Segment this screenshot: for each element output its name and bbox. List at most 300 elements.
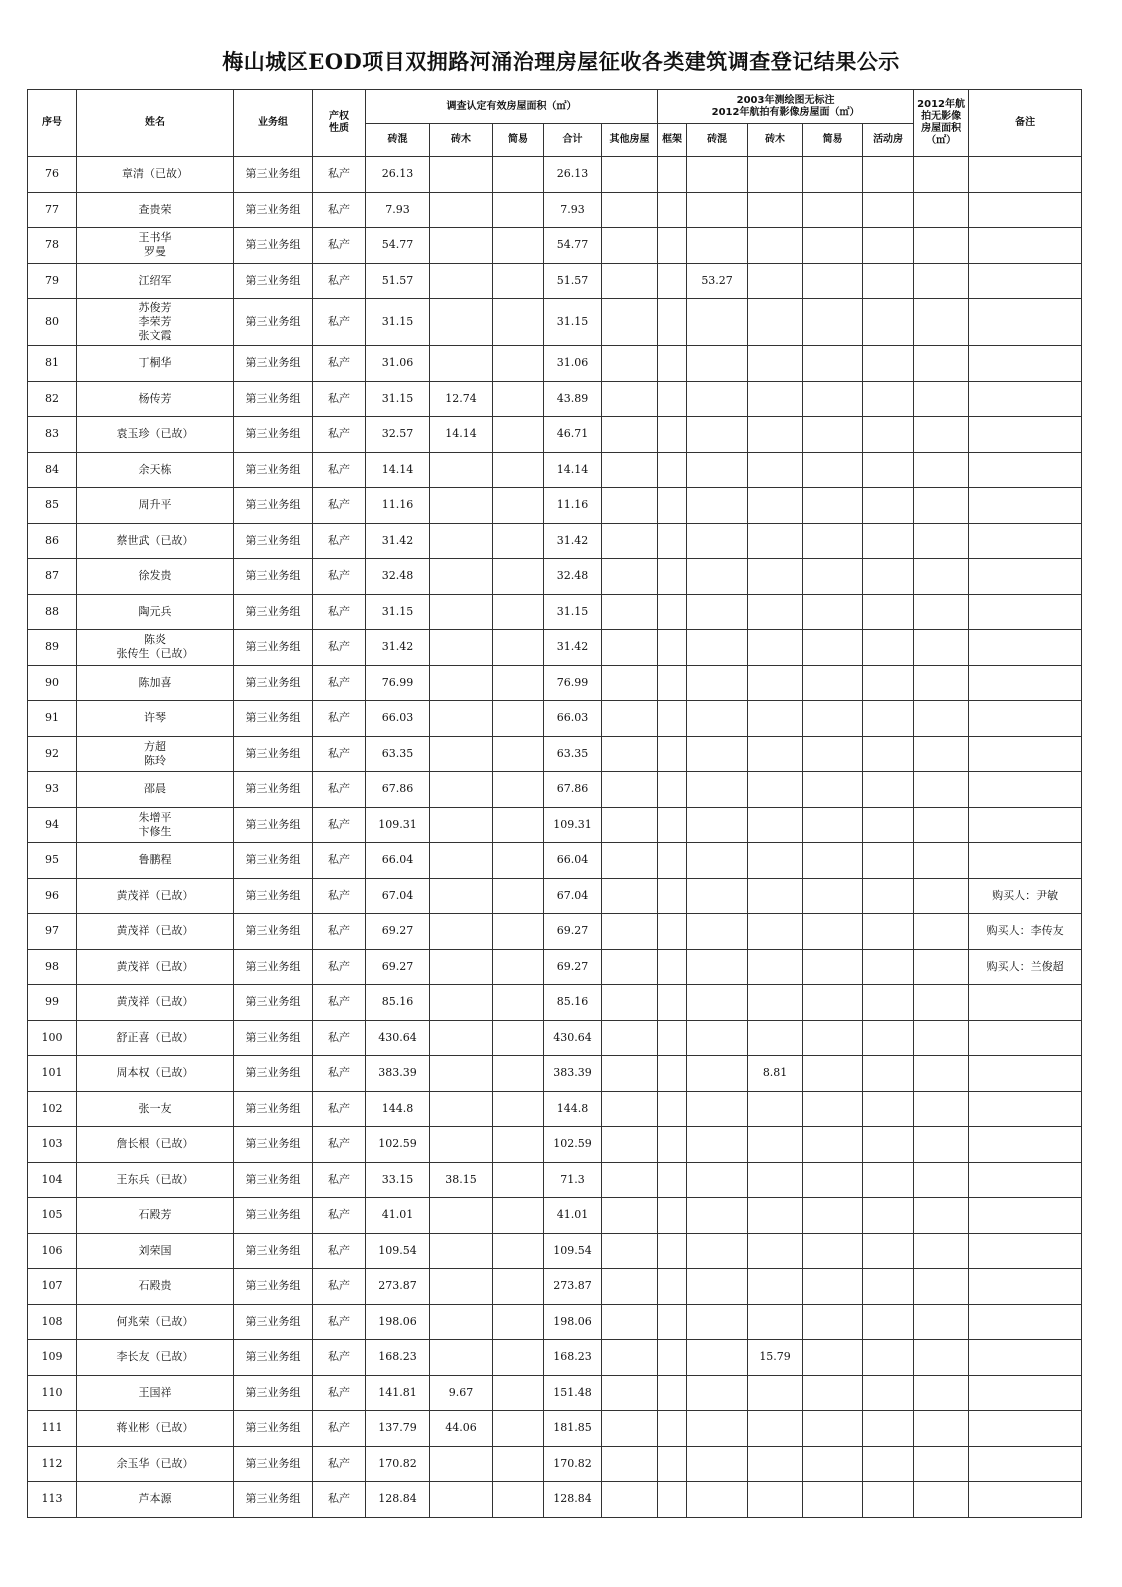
- row-survey-brick-concrete: 144.8: [366, 1091, 430, 1127]
- row-mapping-simple: [803, 1127, 863, 1163]
- row-business-group: 第三业务组: [234, 157, 313, 193]
- row-survey-brick-concrete: 33.15: [366, 1162, 430, 1198]
- row-survey-total: 109.54: [544, 1233, 602, 1269]
- row-ownership: 私产: [313, 1056, 366, 1092]
- table-row: [28, 523, 1082, 559]
- row-mapping-brick-wood: [748, 192, 803, 228]
- row-note: [969, 985, 1082, 1021]
- header-mapping-line1: 2003年测绘图无标注: [736, 94, 835, 106]
- owner-name: 王书华: [138, 231, 172, 245]
- table-row: [28, 1375, 1082, 1411]
- row-frame: [658, 1233, 687, 1269]
- row-business-group: 第三业务组: [234, 878, 313, 914]
- table-row: [28, 914, 1082, 950]
- row-owner-names: [77, 263, 234, 299]
- row-mapping-brick-wood: [748, 559, 803, 595]
- header-survey-group: 调查认定有效房屋面积（㎡）: [366, 90, 658, 124]
- table-row: [28, 559, 1082, 595]
- row-seq: 96: [28, 878, 77, 914]
- row-mapping-brick-concrete: [687, 630, 748, 666]
- row-mapping-brick-concrete: 53.27: [687, 263, 748, 299]
- row-ownership: 私产: [313, 1162, 366, 1198]
- owner-name: 章清（已故）: [122, 167, 188, 181]
- row-mapping-brick-concrete: [687, 1375, 748, 1411]
- row-note: [969, 630, 1082, 666]
- owner-name: 黄茂祥（已故）: [116, 888, 194, 902]
- row-business-group: 第三业务组: [234, 914, 313, 950]
- row-mapping-brick-concrete: [687, 807, 748, 843]
- row-mapping-brick-wood: [748, 1304, 803, 1340]
- row-business-group: 第三业务组: [234, 1269, 313, 1305]
- owner-name: 芦本源: [138, 1492, 172, 1506]
- row-survey-other: [602, 452, 658, 488]
- row-frame: [658, 559, 687, 595]
- row-owner-names: [77, 772, 234, 808]
- row-business-group: 第三业务组: [234, 949, 313, 985]
- row-aerial-no-image: [914, 701, 969, 737]
- owner-name: 余玉华（已故）: [116, 1456, 194, 1470]
- row-mapping-brick-concrete: [687, 157, 748, 193]
- row-survey-brick-concrete: 31.42: [366, 523, 430, 559]
- row-mapping-brick-wood: [748, 1091, 803, 1127]
- row-note: [969, 1375, 1082, 1411]
- row-aerial-no-image: [914, 228, 969, 264]
- row-aerial-no-image: [914, 1269, 969, 1305]
- row-survey-brick-wood: 9.67: [430, 1375, 493, 1411]
- row-ownership: 私产: [313, 807, 366, 843]
- row-seq: 88: [28, 594, 77, 630]
- table-row: [28, 1020, 1082, 1056]
- row-frame: [658, 381, 687, 417]
- row-ownership: 私产: [313, 843, 366, 879]
- row-mapping-mobile-house: [863, 594, 914, 630]
- row-survey-total: 109.31: [544, 807, 602, 843]
- row-survey-brick-concrete: 109.54: [366, 1233, 430, 1269]
- row-survey-brick-wood: [430, 594, 493, 630]
- row-survey-simple: [493, 1020, 544, 1056]
- row-survey-total: 198.06: [544, 1304, 602, 1340]
- row-aerial-no-image: [914, 1233, 969, 1269]
- row-ownership: 私产: [313, 630, 366, 666]
- header-survey-brick-wood: 砖木: [430, 124, 493, 157]
- header-name: 姓名: [77, 90, 234, 157]
- row-note: [969, 1091, 1082, 1127]
- row-seq: 84: [28, 452, 77, 488]
- row-business-group: 第三业务组: [234, 1411, 313, 1447]
- row-frame: [658, 452, 687, 488]
- row-note: [969, 1162, 1082, 1198]
- row-mapping-mobile-house: [863, 701, 914, 737]
- row-survey-brick-wood: [430, 1304, 493, 1340]
- owner-name: 张文霞: [138, 329, 172, 342]
- header-mapping-brick-concrete: 砖混: [687, 124, 748, 157]
- row-mapping-brick-wood: [748, 1127, 803, 1163]
- row-aerial-no-image: [914, 1375, 969, 1411]
- row-seq: 112: [28, 1446, 77, 1482]
- row-owner-names: [77, 1411, 234, 1447]
- row-survey-brick-wood: [430, 488, 493, 524]
- row-survey-total: 71.3: [544, 1162, 602, 1198]
- row-survey-other: [602, 701, 658, 737]
- header-group: 业务组: [234, 90, 313, 157]
- row-survey-other: [602, 985, 658, 1021]
- row-survey-brick-wood: [430, 701, 493, 737]
- row-seq: 100: [28, 1020, 77, 1056]
- row-owner-names: [77, 1091, 234, 1127]
- owner-name: 陈玲: [144, 753, 166, 767]
- row-survey-brick-wood: 14.14: [430, 417, 493, 453]
- row-ownership: 私产: [313, 736, 366, 772]
- row-business-group: 第三业务组: [234, 488, 313, 524]
- row-mapping-mobile-house: [863, 1056, 914, 1092]
- table-row: [28, 1056, 1082, 1092]
- row-survey-brick-wood: [430, 1482, 493, 1518]
- header-seq: 序号: [28, 90, 77, 157]
- row-survey-brick-concrete: 7.93: [366, 192, 430, 228]
- row-mapping-mobile-house: [863, 1020, 914, 1056]
- row-seq: 101: [28, 1056, 77, 1092]
- row-business-group: 第三业务组: [234, 1198, 313, 1234]
- row-aerial-no-image: [914, 1411, 969, 1447]
- row-mapping-brick-wood: [748, 1411, 803, 1447]
- row-note: [969, 1340, 1082, 1376]
- row-mapping-simple: [803, 736, 863, 772]
- row-note: [969, 594, 1082, 630]
- owner-name: 苏俊芳: [138, 301, 172, 314]
- row-survey-other: [602, 263, 658, 299]
- row-mapping-brick-wood: [748, 157, 803, 193]
- row-survey-brick-wood: [430, 157, 493, 193]
- row-mapping-simple: [803, 417, 863, 453]
- row-survey-total: 151.48: [544, 1375, 602, 1411]
- row-seq: 108: [28, 1304, 77, 1340]
- row-mapping-mobile-house: [863, 1446, 914, 1482]
- row-frame: [658, 665, 687, 701]
- row-mapping-simple: [803, 1020, 863, 1056]
- row-survey-simple: [493, 630, 544, 666]
- row-survey-brick-concrete: 67.86: [366, 772, 430, 808]
- row-mapping-brick-concrete: [687, 228, 748, 264]
- table-row: [28, 381, 1082, 417]
- row-survey-brick-wood: 38.15: [430, 1162, 493, 1198]
- row-survey-total: 85.16: [544, 985, 602, 1021]
- row-business-group: 第三业务组: [234, 559, 313, 595]
- row-survey-total: 26.13: [544, 157, 602, 193]
- row-survey-total: 144.8: [544, 1091, 602, 1127]
- row-owner-names: [77, 1198, 234, 1234]
- row-survey-other: [602, 1091, 658, 1127]
- row-mapping-brick-concrete: [687, 1340, 748, 1376]
- row-mapping-brick-concrete: [687, 736, 748, 772]
- row-survey-total: 67.04: [544, 878, 602, 914]
- owner-name: 黄茂祥（已故）: [116, 995, 194, 1009]
- owner-name: 邵晨: [144, 782, 166, 796]
- row-survey-simple: [493, 1198, 544, 1234]
- row-mapping-mobile-house: [863, 807, 914, 843]
- row-note: [969, 1411, 1082, 1447]
- row-survey-other: [602, 630, 658, 666]
- row-note: [969, 1482, 1082, 1518]
- row-owner-names: [77, 523, 234, 559]
- row-business-group: 第三业务组: [234, 1127, 313, 1163]
- row-frame: [658, 1020, 687, 1056]
- row-mapping-simple: [803, 1446, 863, 1482]
- owner-name: 张传生（已故）: [116, 647, 194, 661]
- row-note: [969, 452, 1082, 488]
- row-survey-brick-concrete: 63.35: [366, 736, 430, 772]
- row-survey-simple: [493, 1269, 544, 1305]
- row-business-group: 第三业务组: [234, 843, 313, 879]
- row-mapping-brick-wood: [748, 1198, 803, 1234]
- owner-name: 罗曼: [144, 245, 166, 259]
- row-mapping-mobile-house: [863, 417, 914, 453]
- row-survey-brick-wood: [430, 949, 493, 985]
- row-business-group: 第三业务组: [234, 701, 313, 737]
- row-survey-total: 181.85: [544, 1411, 602, 1447]
- row-mapping-brick-concrete: [687, 772, 748, 808]
- owner-name: 查贵荣: [138, 202, 172, 216]
- row-note: [969, 665, 1082, 701]
- row-aerial-no-image: [914, 807, 969, 843]
- row-mapping-mobile-house: [863, 1198, 914, 1234]
- row-mapping-mobile-house: [863, 1269, 914, 1305]
- header-aerial: [914, 90, 969, 157]
- row-owner-names: [77, 157, 234, 193]
- owner-name: 方超: [144, 739, 166, 753]
- row-mapping-brick-concrete: [687, 1446, 748, 1482]
- row-ownership: 私产: [313, 1269, 366, 1305]
- table-row: [28, 949, 1082, 985]
- row-owner-names: [77, 1269, 234, 1305]
- row-survey-brick-wood: [430, 452, 493, 488]
- owner-name: 王国祥: [138, 1385, 172, 1399]
- row-business-group: 第三业务组: [234, 1091, 313, 1127]
- row-survey-total: 63.35: [544, 736, 602, 772]
- row-mapping-brick-concrete: [687, 1304, 748, 1340]
- row-survey-total: 41.01: [544, 1198, 602, 1234]
- row-note: 购买人：尹敏: [969, 878, 1082, 914]
- row-survey-other: [602, 1269, 658, 1305]
- row-mapping-simple: [803, 157, 863, 193]
- row-survey-other: [602, 1304, 658, 1340]
- row-owner-names: [77, 914, 234, 950]
- row-seq: 103: [28, 1127, 77, 1163]
- row-mapping-brick-wood: [748, 452, 803, 488]
- row-ownership: 私产: [313, 157, 366, 193]
- table-row: [28, 701, 1082, 737]
- row-survey-simple: [493, 949, 544, 985]
- row-survey-other: [602, 1056, 658, 1092]
- row-note: [969, 843, 1082, 879]
- row-business-group: 第三业务组: [234, 192, 313, 228]
- row-survey-other: [602, 1340, 658, 1376]
- row-survey-total: 273.87: [544, 1269, 602, 1305]
- row-ownership: 私产: [313, 228, 366, 264]
- row-seq: 86: [28, 523, 77, 559]
- row-owner-names: [77, 381, 234, 417]
- row-ownership: 私产: [313, 914, 366, 950]
- row-survey-simple: [493, 1375, 544, 1411]
- row-owner-names: [77, 701, 234, 737]
- page-title: 梅山城区EOD项目双拥路河涌治理房屋征收各类建筑调查登记结果公示: [222, 49, 900, 74]
- row-mapping-simple: [803, 1162, 863, 1198]
- row-mapping-simple: [803, 843, 863, 879]
- row-ownership: 私产: [313, 1020, 366, 1056]
- table-row: [28, 1411, 1082, 1447]
- row-seq: 92: [28, 736, 77, 772]
- row-mapping-mobile-house: [863, 736, 914, 772]
- row-survey-brick-wood: [430, 914, 493, 950]
- row-mapping-brick-wood: 8.81: [748, 1056, 803, 1092]
- row-survey-simple: [493, 1482, 544, 1518]
- row-frame: [658, 192, 687, 228]
- row-business-group: 第三业务组: [234, 1304, 313, 1340]
- row-survey-other: [602, 192, 658, 228]
- row-survey-total: 170.82: [544, 1446, 602, 1482]
- row-mapping-mobile-house: [863, 1304, 914, 1340]
- row-mapping-simple: [803, 228, 863, 264]
- row-business-group: 第三业务组: [234, 1482, 313, 1518]
- row-seq: 91: [28, 701, 77, 737]
- owner-name: 何兆荣（已故）: [116, 1314, 194, 1328]
- row-survey-brick-wood: [430, 559, 493, 595]
- row-mapping-simple: [803, 949, 863, 985]
- table-row: [28, 157, 1082, 193]
- row-seq: 107: [28, 1269, 77, 1305]
- row-frame: [658, 701, 687, 737]
- row-survey-other: [602, 843, 658, 879]
- row-frame: [658, 1269, 687, 1305]
- row-survey-brick-concrete: 383.39: [366, 1056, 430, 1092]
- owner-name: 黄茂祥（已故）: [116, 959, 194, 973]
- row-mapping-brick-wood: [748, 772, 803, 808]
- row-mapping-simple: [803, 1233, 863, 1269]
- row-survey-simple: [493, 1233, 544, 1269]
- row-frame: [658, 807, 687, 843]
- table-row: [28, 192, 1082, 228]
- row-aerial-no-image: [914, 1162, 969, 1198]
- row-frame: [658, 1056, 687, 1092]
- row-frame: [658, 736, 687, 772]
- row-ownership: 私产: [313, 1233, 366, 1269]
- row-seq: 85: [28, 488, 77, 524]
- row-survey-brick-wood: [430, 263, 493, 299]
- row-business-group: 第三业务组: [234, 1446, 313, 1482]
- row-mapping-brick-wood: [748, 985, 803, 1021]
- row-survey-simple: [493, 1162, 544, 1198]
- row-survey-total: 32.48: [544, 559, 602, 595]
- row-mapping-brick-wood: [748, 1162, 803, 1198]
- row-survey-brick-concrete: 69.27: [366, 914, 430, 950]
- row-mapping-simple: [803, 701, 863, 737]
- row-survey-other: [602, 1375, 658, 1411]
- row-seq: 109: [28, 1340, 77, 1376]
- row-mapping-mobile-house: [863, 665, 914, 701]
- row-survey-simple: [493, 878, 544, 914]
- row-survey-simple: [493, 772, 544, 808]
- row-survey-brick-concrete: 31.42: [366, 630, 430, 666]
- row-owner-names: [77, 807, 234, 843]
- row-business-group: 第三业务组: [234, 772, 313, 808]
- row-survey-total: 31.15: [544, 299, 602, 346]
- row-survey-brick-concrete: 41.01: [366, 1198, 430, 1234]
- header-mapping-line2: 2012年航拍有影像房屋面（㎡）: [711, 106, 860, 118]
- row-ownership: 私产: [313, 1340, 366, 1376]
- row-survey-simple: [493, 736, 544, 772]
- owner-name: 詹长根（已故）: [116, 1137, 194, 1151]
- table-body: [28, 157, 1082, 1518]
- row-survey-simple: [493, 807, 544, 843]
- row-survey-simple: [493, 843, 544, 879]
- row-business-group: 第三业务组: [234, 263, 313, 299]
- owner-name: 王东兵（已故）: [116, 1172, 194, 1186]
- row-mapping-brick-concrete: [687, 1482, 748, 1518]
- row-survey-brick-wood: [430, 523, 493, 559]
- row-owner-names: [77, 228, 234, 264]
- row-survey-total: 69.27: [544, 949, 602, 985]
- row-mapping-simple: [803, 299, 863, 346]
- row-survey-simple: [493, 299, 544, 346]
- row-mapping-simple: [803, 559, 863, 595]
- row-mapping-brick-wood: [748, 523, 803, 559]
- row-survey-brick-concrete: 54.77: [366, 228, 430, 264]
- row-survey-brick-concrete: 76.99: [366, 665, 430, 701]
- row-mapping-brick-wood: [748, 1446, 803, 1482]
- row-aerial-no-image: [914, 1340, 969, 1376]
- row-mapping-brick-concrete: [687, 299, 748, 346]
- row-survey-total: 31.42: [544, 630, 602, 666]
- row-note: [969, 1020, 1082, 1056]
- row-note: [969, 417, 1082, 453]
- row-survey-other: [602, 1198, 658, 1234]
- row-ownership: 私产: [313, 1091, 366, 1127]
- header-mapping-mobile-house: 活动房: [863, 124, 914, 157]
- table-row: [28, 1198, 1082, 1234]
- owner-name: 丁桐华: [138, 356, 172, 370]
- row-survey-brick-concrete: 66.03: [366, 701, 430, 737]
- row-survey-other: [602, 346, 658, 382]
- header-aerial-line4: （㎡）: [926, 135, 957, 146]
- row-frame: [658, 1127, 687, 1163]
- row-mapping-mobile-house: [863, 772, 914, 808]
- row-note: [969, 1446, 1082, 1482]
- row-business-group: 第三业务组: [234, 665, 313, 701]
- row-ownership: 私产: [313, 417, 366, 453]
- table-row: [28, 1162, 1082, 1198]
- table-row: [28, 1269, 1082, 1305]
- row-note: [969, 346, 1082, 382]
- row-survey-other: [602, 665, 658, 701]
- row-frame: [658, 1198, 687, 1234]
- row-ownership: 私产: [313, 523, 366, 559]
- row-survey-other: [602, 914, 658, 950]
- row-ownership: 私产: [313, 1411, 366, 1447]
- row-note: [969, 228, 1082, 264]
- row-survey-simple: [493, 1411, 544, 1447]
- owner-name: 李荣芳: [138, 315, 172, 328]
- row-survey-brick-concrete: 11.16: [366, 488, 430, 524]
- row-mapping-brick-wood: [748, 488, 803, 524]
- row-ownership: 私产: [313, 299, 366, 346]
- row-mapping-brick-concrete: [687, 1162, 748, 1198]
- row-mapping-brick-concrete: [687, 488, 748, 524]
- row-mapping-simple: [803, 1375, 863, 1411]
- row-survey-brick-wood: [430, 736, 493, 772]
- row-mapping-mobile-house: [863, 1162, 914, 1198]
- row-frame: [658, 157, 687, 193]
- owner-name: 刘荣国: [138, 1243, 172, 1257]
- row-survey-brick-concrete: 430.64: [366, 1020, 430, 1056]
